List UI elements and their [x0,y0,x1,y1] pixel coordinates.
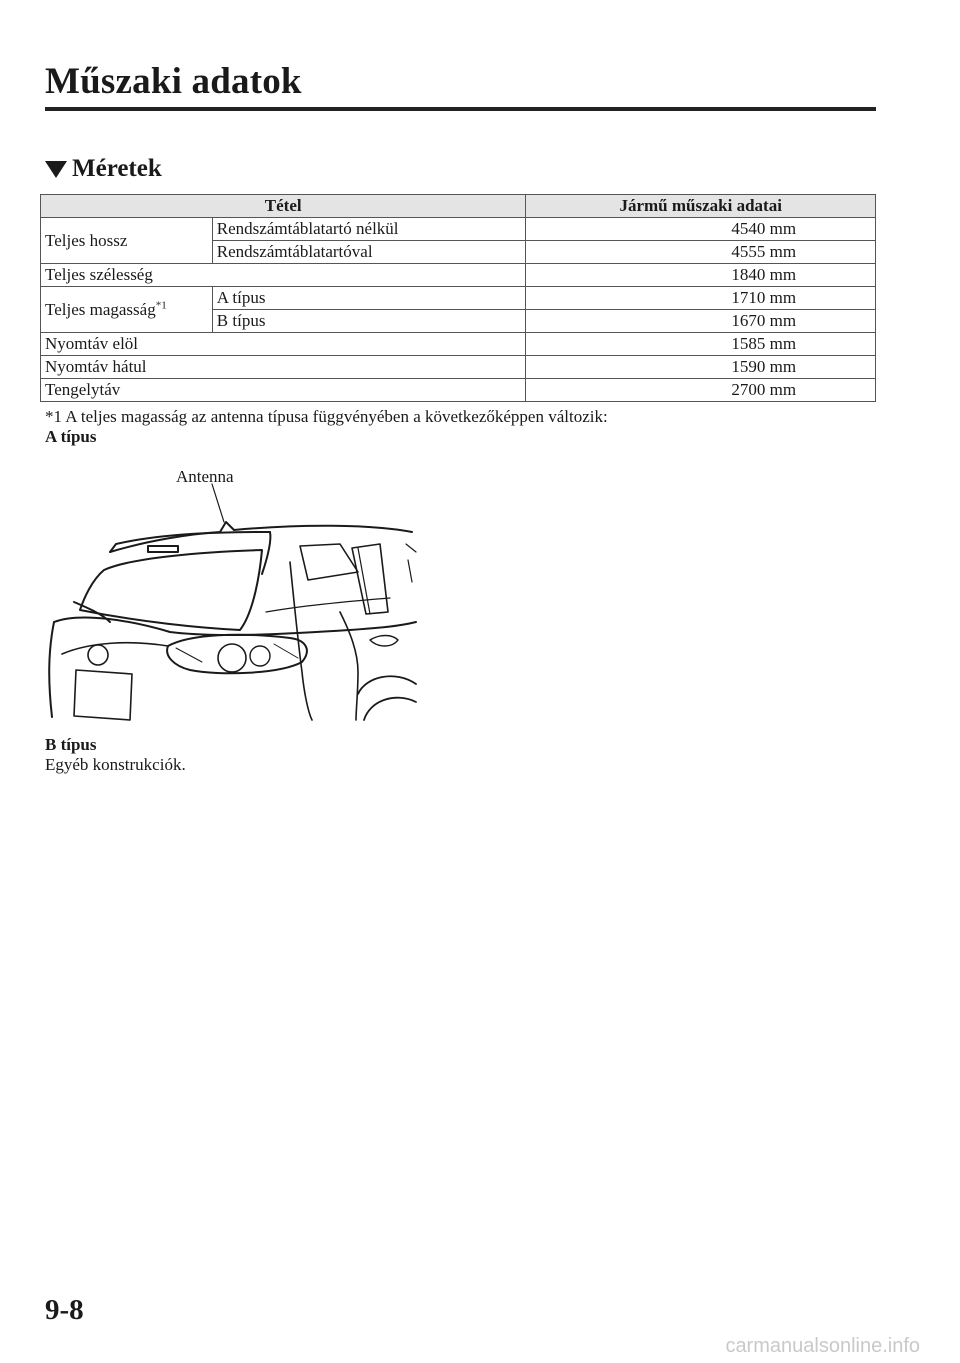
row-label: Teljes hossz [41,218,213,264]
watermark[interactable]: carmanualsonline.info [725,1335,920,1357]
table-row [41,356,876,379]
triangle-bullet-icon [45,161,67,178]
title-rule [45,107,876,111]
row-value: 1710 mm [526,287,876,310]
page-number: 9-8 [45,1294,84,1326]
table-header-row [41,195,876,218]
row-value: 1840 mm [526,264,876,287]
table-row [41,333,876,356]
row-label [41,287,213,333]
section-heading [45,155,162,183]
table-row [41,264,876,287]
page-title: Műszaki adatok [45,61,302,102]
table-row [41,379,876,402]
header-cell-spec: Jármű műszaki adatai [526,195,876,218]
footnote-ref: *1 [155,298,167,311]
type-a-heading: A típus [45,427,97,446]
row-sublabel: B típus [212,310,526,333]
footnote-text: *1 A teljes magasság az antenna típusa függvényében a következőképpen változik: [45,407,608,426]
antenna-label: Antenna [176,467,234,486]
car-rear-illustration [40,462,420,724]
footnote [45,407,608,447]
row-value: 1590 mm [526,356,876,379]
row-label: Teljes szélesség [41,264,526,287]
row-value: 1585 mm [526,333,876,356]
table-row [41,287,876,310]
row-value: 4540 mm [526,218,876,241]
row-value: 4555 mm [526,241,876,264]
row-label: Nyomtáv hátul [41,356,526,379]
row-sublabel: Rendszámtáblatartóval [212,241,526,264]
type-b-block [45,735,186,775]
row-label: Tengelytáv [41,379,526,402]
row-sublabel: A típus [212,287,526,310]
row-value: 2700 mm [526,379,876,402]
row-sublabel: Rendszámtáblatartó nélkül [212,218,526,241]
row-label: Nyomtáv elöl [41,333,526,356]
header-cell-item: Tétel [41,195,526,218]
row-value: 1670 mm [526,310,876,333]
dimensions-table [40,194,876,402]
section-title: Méretek [72,155,162,182]
type-b-text: Egyéb konstrukciók. [45,755,186,774]
row-label-text: Teljes magasság [45,299,156,319]
table-row [41,218,876,241]
type-b-heading: B típus [45,735,97,754]
